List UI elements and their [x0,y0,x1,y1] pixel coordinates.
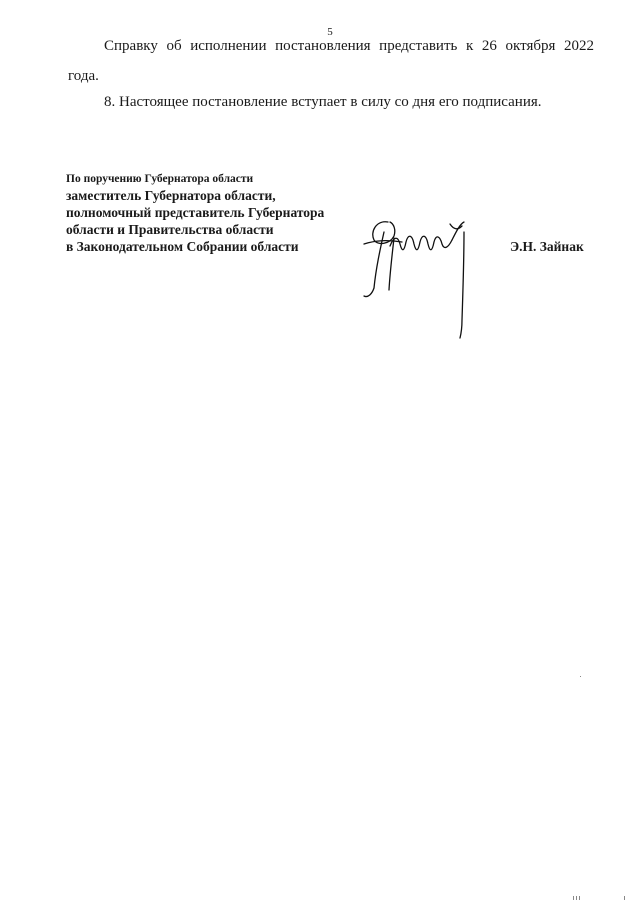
scan-artifact [573,896,574,900]
page-number: 5 [327,26,333,38]
handwritten-signature [354,210,484,342]
signatory-title-line: По поручению Губернатора области [66,173,254,185]
paragraph-report-deadline: Справку об исполнении постановления представить к 26 октября 2022 [104,38,594,54]
signer-name: Э.Н. Зайнак [510,239,584,254]
signatory-title-block [66,171,324,255]
paragraph-effective-date: 8. Настоящее постановление вступает в силу со дня его подписания. [104,94,542,110]
signatory-title-line: области и Правительства области [66,222,274,237]
signatory-title-line: в Законодательном Собрании области [66,239,299,254]
scan-artifact [579,896,580,900]
signatory-title-line: заместитель Губернатора области, [66,188,276,203]
scan-artifact [580,676,581,677]
paragraph-report-deadline-continuation: года. [68,68,99,84]
scan-artifact [576,896,577,900]
scan-artifact [624,896,625,900]
signatory-title-line: полномочный представитель Губернатора [66,205,325,220]
